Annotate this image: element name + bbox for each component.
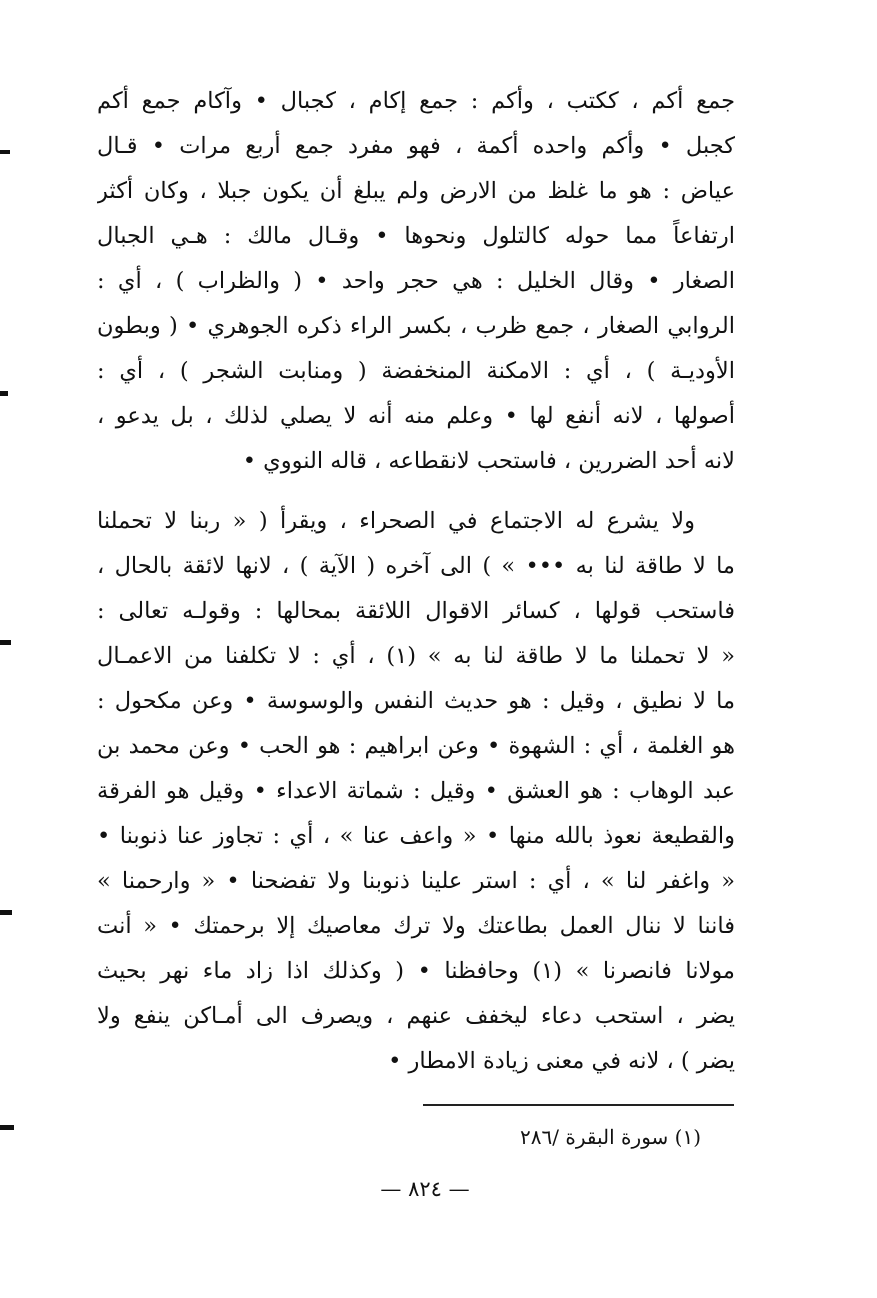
text-line: جمع أكم ، ككتب ، وأكم : جمع إكام ، كجبال • وآكام جمع أكم [97, 88, 735, 114]
text-line: عبد الوهاب : هو العشق • وقيل : شماتة الاعداء • وقيل هو الفرقة [97, 778, 735, 804]
text-line: فاننا لا ننال العمل بطاعتك ولا ترك معاصيك إلا برحمتك • « أنت [97, 913, 735, 939]
text-line: أصولها ، لانه أنفع لها • وعلم منه أنه لا يصلي لذلك ، بل يدعو ، [97, 403, 735, 429]
text-line: ما لا نطيق ، وقيل : هو حديث النفس والوسوسة • وعن مكحول : [97, 688, 735, 714]
footnote-divider [423, 1104, 734, 1106]
text-line: يضر ) ، لانه في معنى زيادة الامطار • [388, 1048, 735, 1074]
text-line: « لا تحملنا ما لا طاقة لنا به » (١) ، أي : لا تكلفنا من الاعمـال [97, 643, 735, 669]
text-line: كجبل • وأكم واحده أكمة ، فهو مفرد جمع أربع مرات • قـال [97, 133, 735, 159]
text-line: الصغار • وقال الخليل : هي حجر واحد • ( والظراب ) ، أي : [97, 268, 735, 294]
text-line: يضر ، استحب دعاء ليخفف عنهم ، ويصرف الى أمـاكن ينفع ولا [97, 1003, 735, 1029]
text-line: عياض : هو ما غلظ من الارض ولم يبلغ أن يكون جبلا ، وكان أكثر [97, 178, 735, 204]
page-number: — ٨٢٤ — [380, 1177, 470, 1201]
text-line: ارتفاعاً مما حوله كالتلول ونحوها • وقـال مالك : هـي الجبال [97, 223, 735, 249]
text-line: مولانا فانصرنا » (١) وحافظنا • ( وكذلك اذا زاد ماء نهر بحيث [97, 958, 735, 984]
scan-edge-mark [0, 910, 12, 915]
text-line: ولا يشرع له الاجتماع في الصحراء ، ويقرأ ( « ربنا لا تحملنا [97, 508, 695, 534]
scan-edge-mark [0, 640, 11, 645]
text-line: والقطيعة نعوذ بالله منها • « واعف عنا » ، أي : تجاوز عنا ذنوبنا • [97, 823, 735, 849]
text-line: الأوديـة ) ، أي : الامكنة المنخفضة ( ومنابت الشجر ) ، أي : [97, 358, 735, 384]
scan-edge-mark [0, 150, 10, 154]
paragraph-1 [97, 79, 735, 484]
text-line: هو الغلمة ، أي : الشهوة • وعن ابراهيم : هو الحب • وعن محمد بن [97, 733, 735, 759]
text-line: « واغفر لنا » ، أي : استر علينا ذنوبنا ولا تفضحنا • « وارحمنا » [97, 868, 735, 894]
scan-edge-mark [0, 1125, 14, 1130]
paragraph-2 [97, 499, 735, 1084]
text-line: فاستحب قولها ، كسائر الاقوال اللائقة بمحالها : وقولـه تعالى : [97, 598, 735, 624]
scan-edge-mark [0, 391, 8, 396]
text-line: ما لا طاقة لنا به ••• » ) الى آخره ( الآية ) ، لانها لائقة بالحال ، [97, 553, 735, 579]
text-line: الروابي الصغار ، جمع ظرب ، بكسر الراء ذكره الجوهري • ( وبطون [97, 313, 735, 339]
footnote: (١) سورة البقرة /٢٨٦ [520, 1125, 701, 1149]
text-line: لانه أحد الضررين ، فاستحب لانقطاعه ، قاله النووي • [242, 448, 735, 474]
